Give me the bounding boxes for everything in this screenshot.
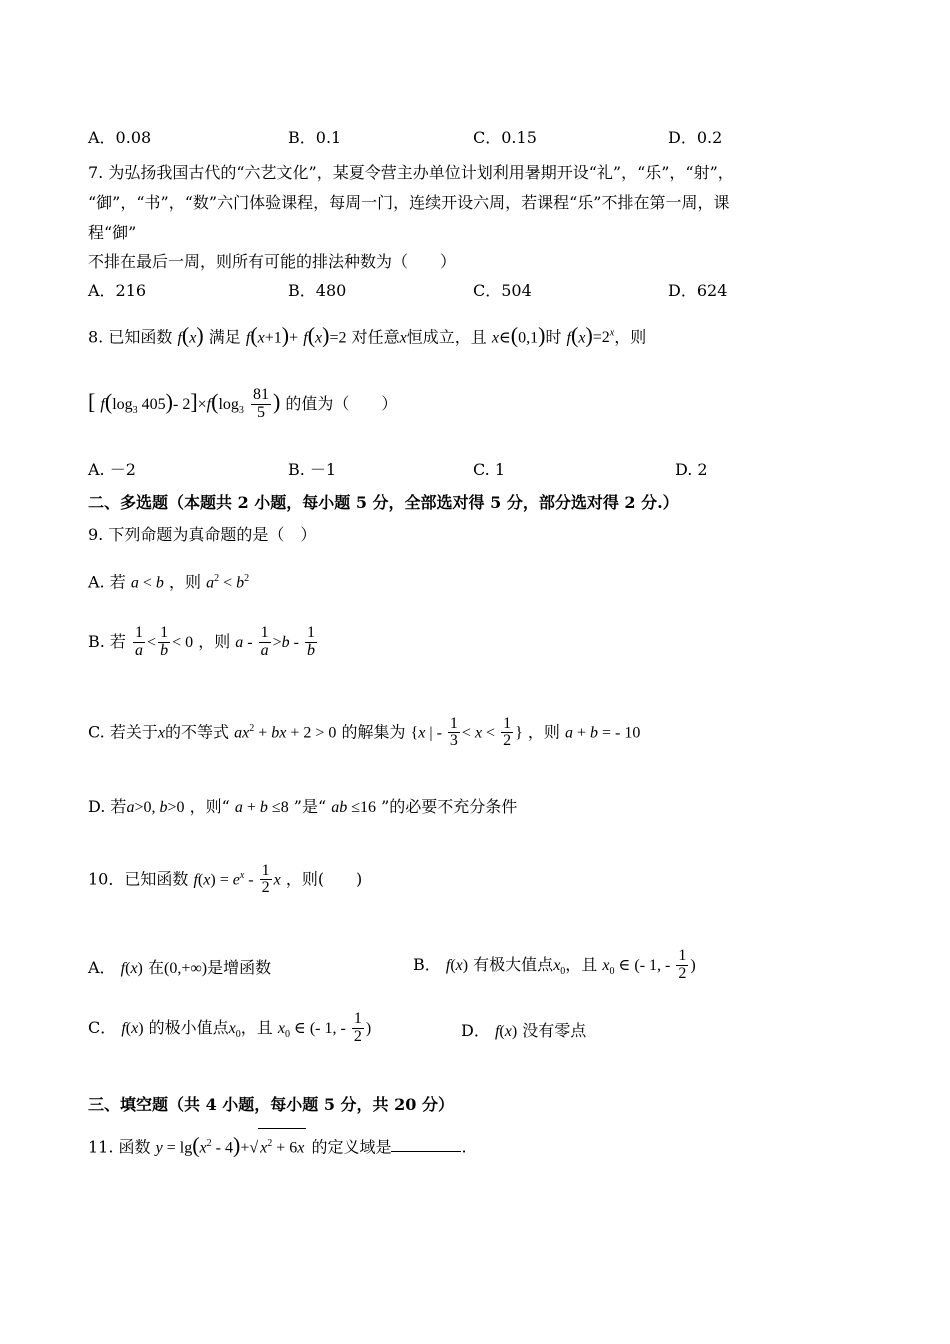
- q9-option-d: D. 若a>0, b>0 ，则“ a + b ≤8 ”是“ ab ≤16 ”的必要不充分条件: [88, 797, 518, 816]
- q7-option-d: D．624: [668, 281, 728, 300]
- q9-option-b: B. 若 $\frac{1}{a}$ < $\frac{1}{b}$ < 0 ，则 a - $\frac{1}{a}$ >b - $\frac{1}{b}$: [88, 624, 315, 659]
- q8-option-b: B. －1: [288, 460, 337, 479]
- q8-expression: [ $f(\log_3$ 405)- $2]\times f(\log_3$ $\frac{81}{5}$ ) 的值为（ ）: [88, 386, 398, 421]
- q6-option-c: C．0.15: [473, 128, 537, 147]
- q10-option-c: C． f(x) 的极小值点$x_0$，且 $x_0$ ∈ (- 1, - $\frac{1}{2}$ ): [88, 1010, 372, 1045]
- q6-option-d: D．0.2: [668, 128, 723, 147]
- q7-option-a: A．216: [88, 281, 147, 300]
- q8-option-a: A. －2: [88, 460, 136, 479]
- q6-option-b: B．0.1: [288, 128, 342, 147]
- q8-option-c: C. 1: [473, 460, 506, 479]
- q7-option-c: C．504: [473, 281, 532, 300]
- q9-option-a: A. 若 a < b ，则 $a^2 < b^2$: [88, 572, 250, 592]
- q10-option-b: B． f(x) 有极大值点$x_0$，且 $x_0$ ∈ (- 1, - $\frac{1}{2}$ ): [413, 947, 696, 982]
- q7-line-1: 7. 为弘扬我国古代的“六艺文化”，某夏令营主办单位计划利用暑期开设“礼”，“乐”，“射”，: [88, 163, 734, 182]
- q10-option-a: A． f(x) 在(0,+∞)是增函数: [88, 958, 272, 977]
- q8-stem: 8. 已知函数 f(x) 满足 f(x+1)+ f(x)=2 对任意x恒成立，且 x∈(0,1)时 $f(x)=2^x$，则: [88, 322, 647, 348]
- q9-option-c: C. 若关于x的不等式 $ax^2$ + bx + 2 > 0 的解集为 {x | - $\frac{1}{3}$ < x < $\frac{1}{2}$ } ，则 a + b = - 10: [88, 714, 641, 750]
- q6-option-a: A．0.08: [88, 128, 152, 147]
- section-3-title: 三、填空题（共 4 小题，每小题 5 分，共 20 分）: [88, 1095, 454, 1114]
- q7-option-b: B．480: [288, 281, 347, 300]
- q11-stem: 11. 函数 $y = \lg(x^2 - 4)+√$ $x^2 + 6x$ 的定义域是 .: [88, 1128, 467, 1163]
- q10-stem: 10．已知函数 $f(x) = e^x$ - $\frac{1}{2}$ x ，则( ): [88, 861, 363, 897]
- q10-option-d: D． f(x) 没有零点: [461, 1021, 587, 1040]
- q8-formula-fx: f: [177, 329, 182, 347]
- section-2-title: 二、多选题（本题共 2 小题，每小题 5 分，全部选对得 5 分，部分选对得 2 分.）: [88, 493, 679, 512]
- q8-option-d: D. 2: [675, 460, 708, 479]
- answer-blank[interactable]: [391, 1137, 461, 1152]
- q9-stem: 9. 下列命题为真命题的是（ ）: [88, 525, 317, 544]
- q7-line-2: “御”，“书”，“数”六门体验课程，每周一门，连续开设六周，若课程“乐”不排在第一周，课: [88, 193, 730, 212]
- q7-line-3: 程“御”: [88, 223, 137, 242]
- q7-line-4: 不排在最后一周，则所有可能的排法种数为（ ）: [88, 252, 457, 271]
